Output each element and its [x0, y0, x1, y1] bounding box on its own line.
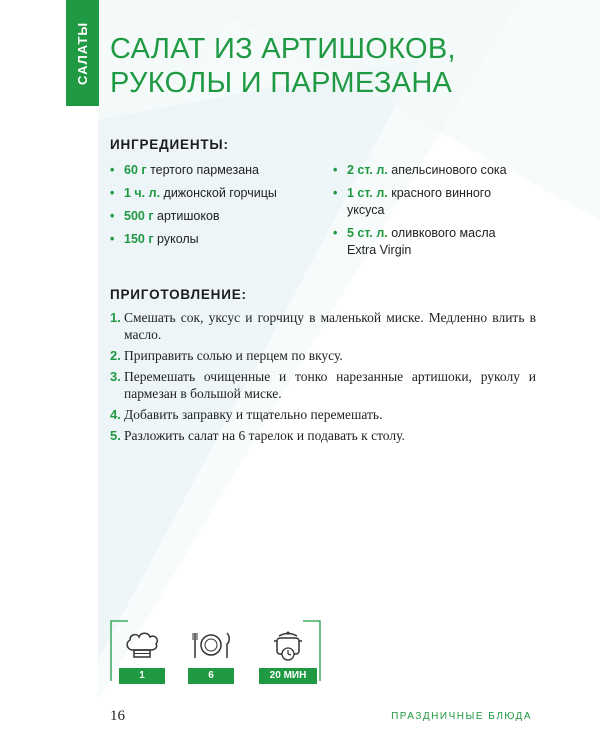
- ingredients-heading: ИНГРЕДИЕНТЫ:: [110, 137, 229, 152]
- bullet-icon: •: [110, 232, 115, 246]
- section-tab-label: САЛАТЫ: [75, 21, 90, 85]
- ingredient-item: • 1 ч. л. дижонской горчицы: [110, 186, 277, 200]
- recipe-info-panel: [110, 620, 321, 682]
- recipe-title: [110, 32, 580, 100]
- bullet-icon: •: [333, 163, 338, 177]
- servings-value: 6: [188, 668, 234, 684]
- book-section-title: ПРАЗДНИЧНЫЕ БЛЮДА: [391, 711, 532, 722]
- bullet-icon: •: [110, 163, 115, 177]
- bullet-icon: •: [110, 209, 115, 223]
- ingredient-item: • 60 г тертого пармезана: [110, 163, 260, 177]
- difficulty-value: 1: [119, 668, 165, 684]
- ingredient-item: • 5 ст. л. оливкового масла Extra Virgin: [333, 226, 496, 257]
- preparation-heading: ПРИГОТОВЛЕНИЕ:: [110, 287, 247, 302]
- bullet-icon: •: [333, 186, 338, 200]
- time-value: 20 МИН: [259, 668, 317, 684]
- ingredients-list-left: [110, 162, 325, 254]
- step-item: 2. Приправить солью и перцем по вкусу.: [110, 348, 343, 363]
- bullet-icon: •: [110, 186, 115, 200]
- step-item: 5. Разложить салат на 6 тарелок и подавать к столу.: [110, 428, 405, 443]
- ingredients-list-right: [333, 162, 543, 265]
- ingredient-item: • 1 ст. л. красного винного уксуса: [333, 186, 492, 217]
- ingredient-item: • 500 г артишоков: [110, 209, 220, 223]
- ingredient-item: • 150 г руколы: [110, 232, 199, 246]
- page-number: 16: [110, 708, 125, 724]
- recipe-title-line-1: САЛАТ ИЗ АРТИШОКОВ,: [110, 33, 456, 65]
- step-item: 1. Смешать сок, уксус и горчицу в маленькой миске. Медленно влить в масло.: [110, 310, 536, 342]
- step-item: 4. Добавить заправку и тщательно перемешать.: [110, 407, 383, 422]
- preparation-steps: [110, 309, 536, 448]
- ingredient-item: • 2 ст. л. апельсинового сока: [333, 163, 507, 177]
- bullet-icon: •: [333, 226, 338, 240]
- pot-timer-icon: [265, 628, 311, 662]
- plate-cutlery-icon: [188, 628, 234, 662]
- chef-hat-icon: [119, 628, 165, 662]
- step-item: 3. Перемешать очищенные и тонко нарезанные артишоки, руколу и пармезан в большой миске.: [110, 369, 536, 401]
- recipe-title-line-2: РУКОЛЫ И ПАРМЕЗАНА: [110, 67, 453, 99]
